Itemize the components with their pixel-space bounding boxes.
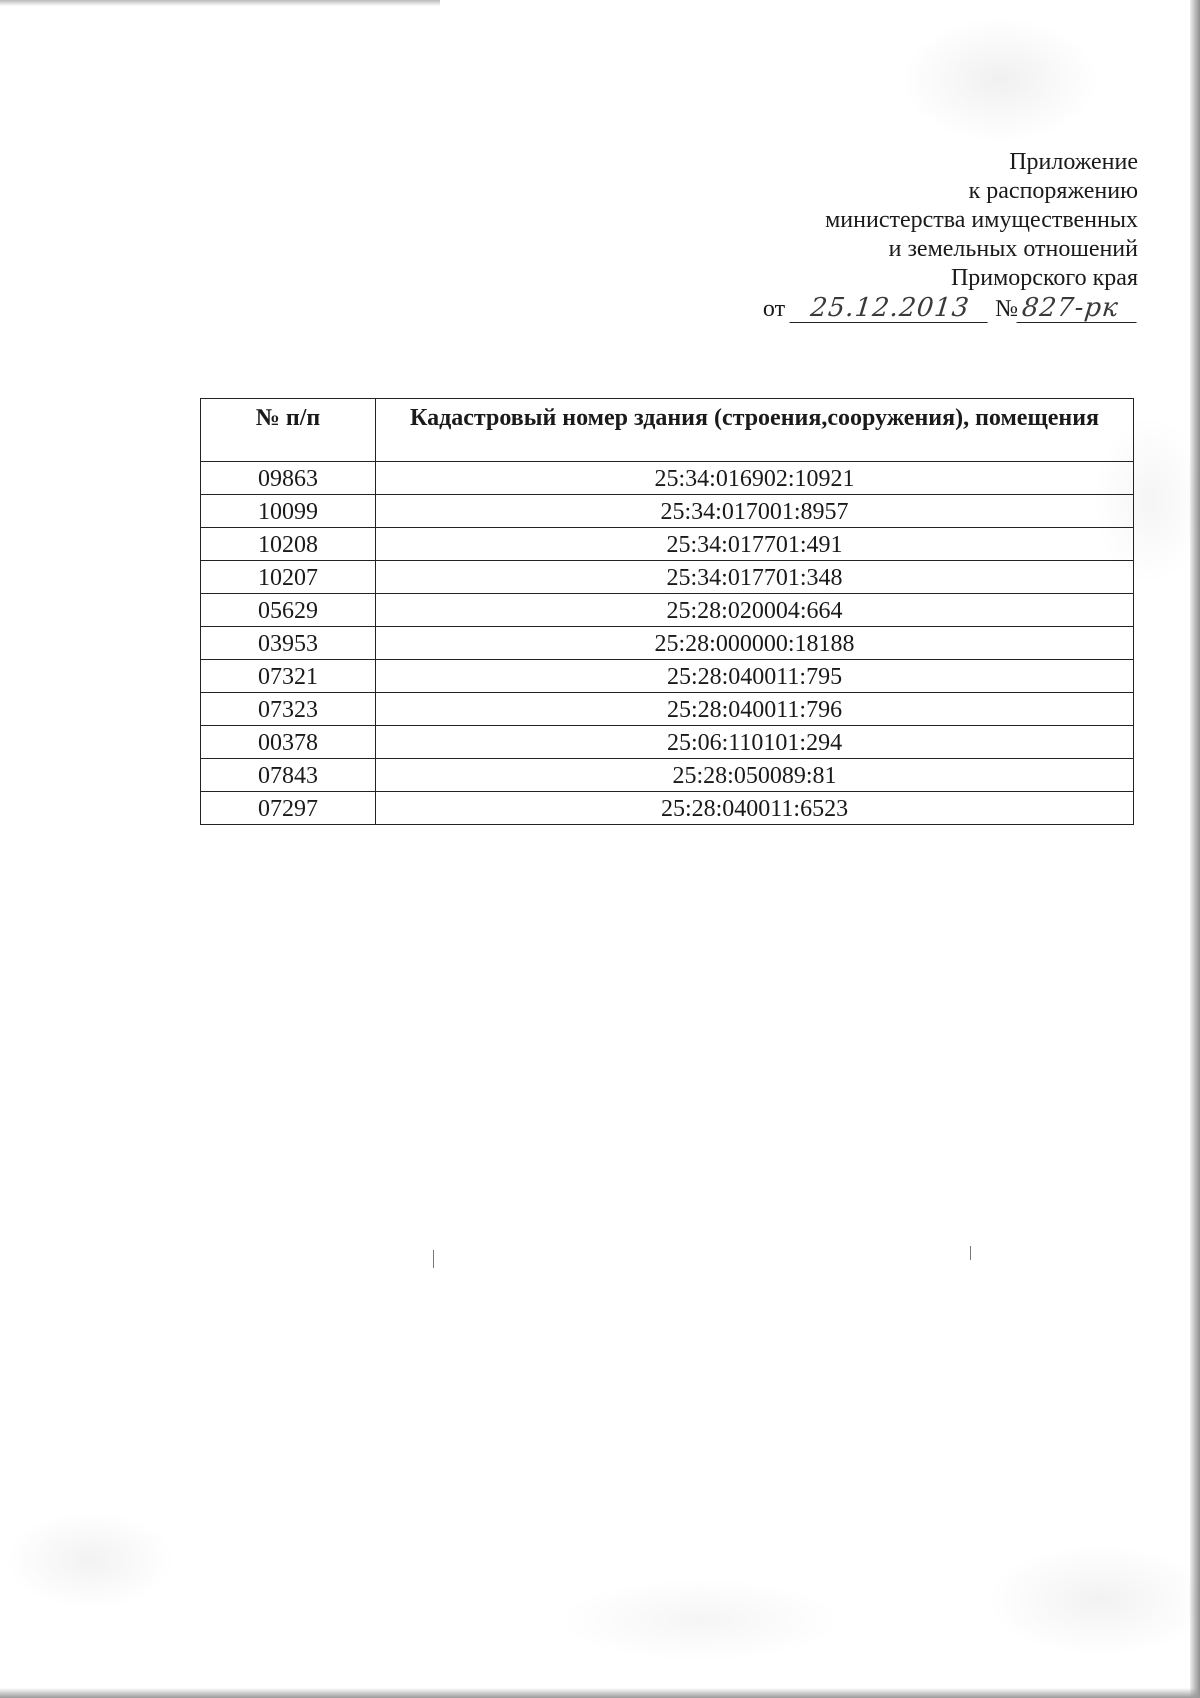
appendix-line-region: Приморского края <box>950 265 1138 291</box>
row-number-cell: 03953 <box>201 627 376 660</box>
row-number-cell: 10207 <box>201 561 376 594</box>
table-row <box>201 792 1134 825</box>
table-row <box>201 561 1134 594</box>
scan-artifact-mark <box>433 1250 434 1268</box>
handwritten-date: 25.12.2013 <box>790 294 991 323</box>
cadastral-number-cell: 25:28:000000:18188 <box>376 627 1134 660</box>
row-number-cell: 10099 <box>201 495 376 528</box>
column-header-cadastral: Кадастровый номер здания (строения,сооружения), помещения <box>376 399 1134 462</box>
table-row <box>201 462 1134 495</box>
cadastral-number-cell: 25:34:016902:10921 <box>376 462 1134 495</box>
table-row <box>201 660 1134 693</box>
row-number-cell: 10208 <box>201 528 376 561</box>
column-header-number: № п/п <box>201 399 376 462</box>
row-number-cell: 07297 <box>201 792 376 825</box>
cadastral-number-cell: 25:34:017701:491 <box>376 528 1134 561</box>
scan-top-edge-shadow <box>0 0 440 6</box>
row-number-cell: 07323 <box>201 693 376 726</box>
scan-right-edge-shadow <box>1190 0 1200 1698</box>
table-row <box>201 759 1134 792</box>
table-row <box>201 495 1134 528</box>
cadastral-number-cell: 25:28:050089:81 <box>376 759 1134 792</box>
scan-artifact-mark <box>970 1246 971 1260</box>
cadastral-number-cell: 25:34:017001:8957 <box>376 495 1134 528</box>
appendix-header <box>763 148 1138 324</box>
handwritten-order-number: 827-рк <box>1016 294 1139 323</box>
table-header-row <box>201 399 1134 462</box>
cadastral-table <box>200 398 1134 825</box>
date-prefix: от <box>762 296 786 322</box>
number-prefix: № <box>995 296 1018 322</box>
cadastral-number-cell: 25:34:017701:348 <box>376 561 1134 594</box>
cadastral-number-cell: 25:06:110101:294 <box>376 726 1134 759</box>
cadastral-number-cell: 25:28:040011:6523 <box>376 792 1134 825</box>
scan-bottom-edge-shadow <box>0 1688 1200 1698</box>
order-date-number-line <box>763 294 1138 324</box>
table-row <box>201 594 1134 627</box>
table-row <box>201 528 1134 561</box>
table-row <box>201 726 1134 759</box>
row-number-cell: 05629 <box>201 594 376 627</box>
cadastral-number-cell: 25:28:040011:795 <box>376 660 1134 693</box>
cadastral-number-cell: 25:28:020004:664 <box>376 594 1134 627</box>
row-number-cell: 00378 <box>201 726 376 759</box>
cadastral-number-cell: 25:28:040011:796 <box>376 693 1134 726</box>
table-row <box>201 627 1134 660</box>
table-row <box>201 693 1134 726</box>
appendix-title: Приложение <box>1009 149 1138 175</box>
appendix-line-order: к распоряжению <box>968 178 1138 204</box>
appendix-line-ministry: министерства имущественных <box>825 207 1138 233</box>
row-number-cell: 07321 <box>201 660 376 693</box>
row-number-cell: 07843 <box>201 759 376 792</box>
row-number-cell: 09863 <box>201 462 376 495</box>
appendix-line-relations: и земельных отношений <box>888 236 1138 262</box>
